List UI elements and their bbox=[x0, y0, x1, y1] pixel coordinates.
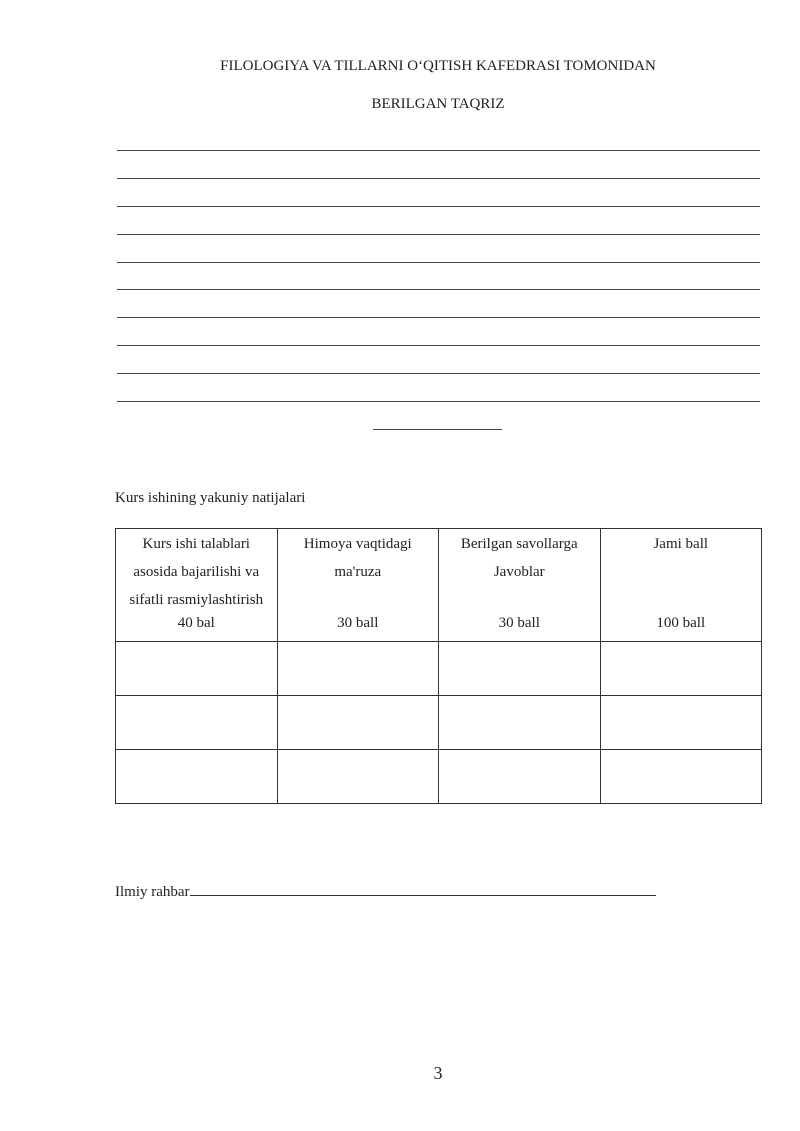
table-cell[interactable] bbox=[600, 642, 762, 696]
supervisor-signature bbox=[115, 881, 656, 901]
supervisor-label: Ilmiy rahbar bbox=[115, 884, 190, 900]
review-line bbox=[117, 373, 760, 374]
table-row bbox=[116, 642, 762, 696]
column-label: Himoya vaqtidagi ma'ruza bbox=[303, 536, 412, 580]
table-cell[interactable] bbox=[277, 696, 439, 750]
table-cell[interactable] bbox=[600, 696, 762, 750]
column-points: 30 ball bbox=[498, 615, 540, 631]
review-line bbox=[117, 289, 760, 290]
reviewer-signature-line bbox=[373, 429, 502, 430]
table-cell[interactable] bbox=[277, 750, 439, 804]
review-line bbox=[117, 317, 760, 318]
table-cell[interactable] bbox=[439, 696, 601, 750]
table-cell[interactable] bbox=[116, 642, 278, 696]
heading-department: FILOLOGIYA VA TILLARNI O‘QITISH KAFEDRASI TOMONIDAN bbox=[220, 58, 656, 74]
table-cell[interactable] bbox=[277, 642, 439, 696]
header-cell bbox=[439, 529, 601, 642]
table-row bbox=[116, 750, 762, 804]
table-header-row bbox=[116, 529, 762, 642]
column-label: Berilgan savollarga Javoblar bbox=[460, 536, 578, 580]
column-label: Jami ball bbox=[653, 536, 709, 552]
table-cell[interactable] bbox=[116, 750, 278, 804]
table-cell[interactable] bbox=[600, 750, 762, 804]
column-label: Kurs ishi talablari asosida bajarilishi va sifatli rasmiylashtirish bbox=[129, 536, 264, 608]
header-cell bbox=[277, 529, 439, 642]
column-points: 100 ball bbox=[656, 615, 706, 631]
review-line bbox=[117, 150, 760, 151]
page-number: 3 bbox=[433, 1063, 443, 1083]
review-line bbox=[117, 345, 760, 346]
review-line bbox=[117, 178, 760, 179]
table-cell[interactable] bbox=[439, 750, 601, 804]
heading-review-title: BERILGAN TAQRIZ bbox=[371, 96, 505, 112]
review-line bbox=[117, 262, 760, 263]
results-caption: Kurs ishining yakuniy natijalari bbox=[115, 490, 306, 506]
review-line bbox=[117, 401, 760, 402]
table-cell[interactable] bbox=[439, 642, 601, 696]
header-cell bbox=[116, 529, 278, 642]
supervisor-signature-line[interactable] bbox=[190, 881, 656, 896]
results-table bbox=[115, 528, 762, 804]
review-line bbox=[117, 206, 760, 207]
column-points: 40 bal bbox=[177, 615, 215, 631]
review-line bbox=[117, 234, 760, 235]
table-cell[interactable] bbox=[116, 696, 278, 750]
column-points: 30 ball bbox=[337, 615, 379, 631]
header-cell bbox=[600, 529, 762, 642]
table-row bbox=[116, 696, 762, 750]
